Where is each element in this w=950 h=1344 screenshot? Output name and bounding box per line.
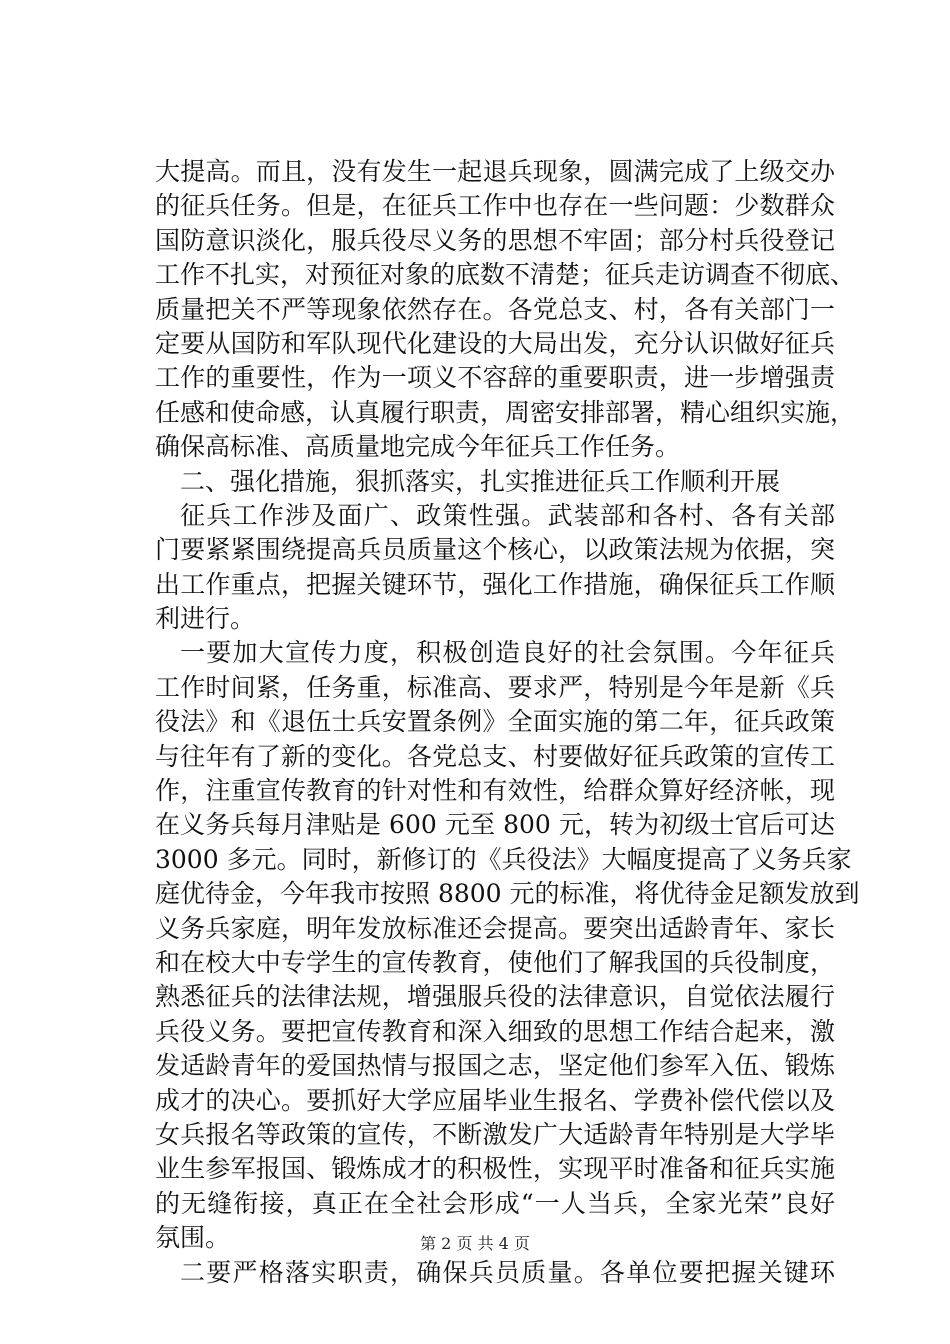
text-line: 二要严格落实职责，确保兵员质量。各单位要把握关键环: [180, 1257, 835, 1287]
text-line: 任感和使命感，认真履行职责，周密安排部署，精心组织实施，: [155, 397, 856, 427]
text-line: 兵役义务。要把宣传教育和深入细致的思想工作结合起来，激: [155, 1016, 835, 1046]
text-line: 工作的重要性，作为一项义不容辞的重要职责，进一步增强责: [155, 363, 835, 393]
text-line: 和在校大中专学生的宣传教育，使他们了解我国的兵役制度，: [155, 947, 835, 977]
page-footer: 第 2 页 共 4 页: [420, 1234, 530, 1253]
text-line: 定要从国防和军队现代化建设的大局出发，充分认识做好征兵: [155, 328, 835, 358]
text-line: 役法》和《退伍士兵安置条例》全面实施的第二年，征兵政策: [155, 707, 835, 737]
text-line: 义务兵家庭，明年发放标准还会提高。要突出适龄青年、家长: [155, 913, 835, 943]
text-line: 发适龄青年的爱国热情与报国之志，坚定他们参军入伍、锻炼: [155, 1051, 835, 1081]
text-line: 与往年有了新的变化。各党总支、村要做好征兵政策的宣传工: [155, 741, 835, 771]
text-line: 在义务兵每月津贴是 600 元至 800 元，转为初级士官后可达: [155, 810, 835, 840]
text-line: 3000 多元。同时，新修订的《兵役法》大幅度提高了义务兵家: [155, 844, 852, 874]
text-line: 大提高。而且，没有发生一起退兵现象，圆满完成了上级交办: [155, 157, 835, 186]
text-line: 出工作重点，把握关键环节，强化工作措施，确保征兵工作顺: [155, 569, 835, 599]
text-line: 业生参军报国、锻炼成才的积极性，实现平时准备和征兵实施: [155, 1154, 835, 1184]
text-line: 的无缝衔接，真正在全社会形成“一人当兵，全家光荣”良好: [155, 1188, 835, 1218]
text-line: 庭优待金，今年我市按照 8800 元的标准，将优待金足额发放到: [155, 879, 860, 909]
text-line: 工作不扎实，对预征对象的底数不清楚；征兵走访调查不彻底、: [155, 260, 856, 290]
text-line: 女兵报名等政策的宣传，不断激发广大适龄青年特别是大学毕: [155, 1119, 835, 1149]
text-line: 利进行。: [155, 604, 256, 634]
text-line: 一要加大宣传力度，积极创造良好的社会氛围。今年征兵: [180, 638, 835, 668]
text-line: 门要紧紧围绕提高兵员质量这个核心，以政策法规为依据，突: [155, 535, 835, 565]
document-body: [155, 155, 860, 1290]
text-line: 质量把关不严等现象依然存在。各党总支、村，各有关部门一: [155, 294, 835, 324]
text-line: 工作时间紧，任务重，标准高、要求严，特别是今年是新《兵: [155, 672, 835, 702]
text-line: 征兵工作涉及面广、政策性强。武装部和各村、各有关部: [180, 500, 835, 530]
text-line: 作，注重宣传教育的针对性和有效性，给群众算好经济帐，现: [155, 776, 835, 806]
section-heading: 二、强化措施，狠抓落实，扎实推进征兵工作顺利开展: [180, 466, 781, 496]
text-line: 熟悉征兵的法律法规，增强服兵役的法律意识，自觉依法履行: [155, 982, 835, 1012]
text-line: 成才的决心。要抓好大学应届毕业生报名、学费补偿代偿以及: [155, 1085, 835, 1115]
text-line: 确保高标准、高质量地完成今年征兵工作任务。: [155, 432, 681, 462]
text-line: 氛围。: [155, 1223, 231, 1253]
text-line: 的征兵任务。但是，在征兵工作中也存在一些问题：少数群众: [155, 191, 835, 221]
text-line: 国防意识淡化，服兵役尽义务的思想不牢固；部分村兵役登记: [155, 225, 835, 255]
